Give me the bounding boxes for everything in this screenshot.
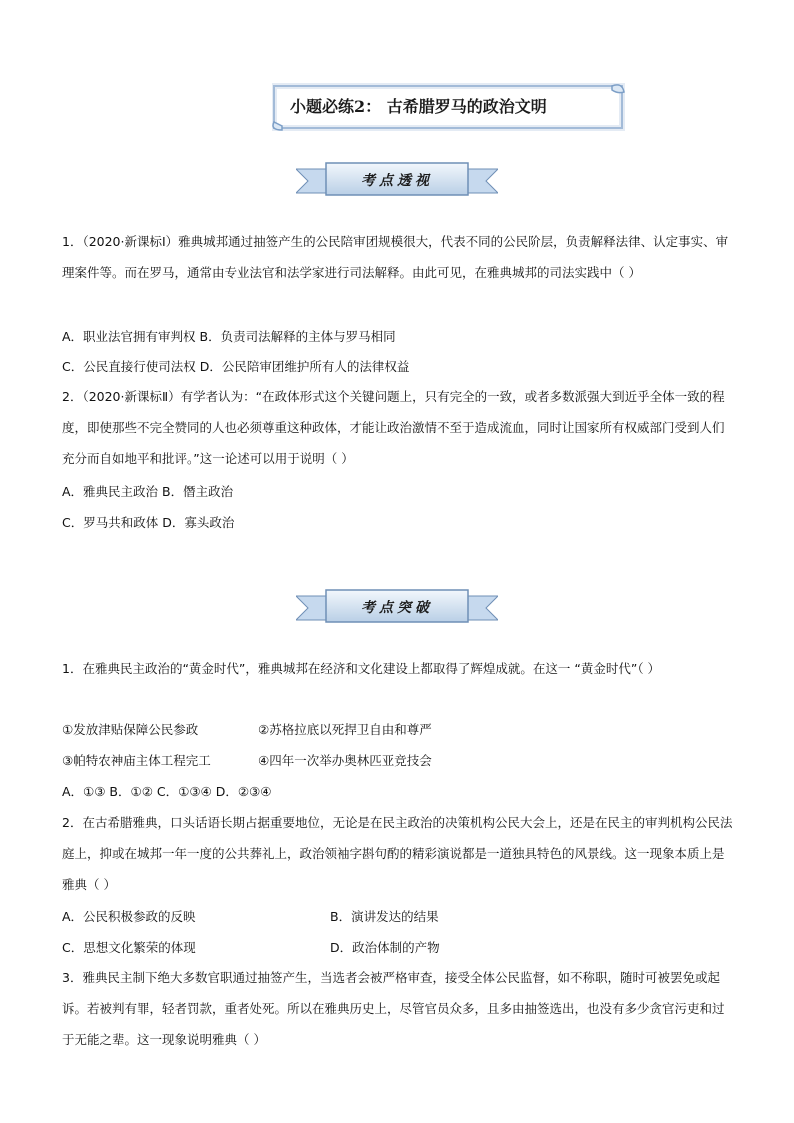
s1-q1-stem: 1．（2020·新课标Ⅰ）雅典城邦通过抽签产生的公民陪审团规模很大，代表不同的公民阶层，负责解释法律、认定事实、审理案件等。而在罗马，通常由专业法官和法学家进行司法解释。由此可见，在雅典城邦的司法实践中（ ）	[62, 234, 729, 280]
s1-q2-stem: 2．（2020·新课标Ⅱ）有学者认为：“在政体形式这个关键问题上，只有完全的一致，或者多数派强大到近乎全体一致的程度，即使那些不完全赞同的人也必须尊重这种政体，才能让政治激情不至于造成流血，同时让国家所有权威部门受到人们充分而自如地平和批评。”这一论述可以用于说明（ ）	[62, 389, 725, 466]
s2-q1-item-4: ④四年一次举办奥林匹亚竞技会	[258, 753, 432, 768]
s2-q1-item-1: ①发放津贴保障公民参政	[62, 722, 199, 737]
s2-q1-item-2: ②苏格拉底以死捍卫自由和尊严	[258, 722, 432, 737]
s2-q2-option-b: B．演讲发达的结果	[330, 909, 439, 924]
section-ribbon-1	[296, 161, 498, 199]
s2-q2-option-d: D．政治体制的产物	[330, 940, 440, 955]
s2-q1-options: A．①③ B．①② C．①③④ D．②③④	[62, 784, 272, 799]
s2-q2-option-a: A．公民积极参政的反映	[62, 909, 196, 924]
s2-q2-option-c: C．思想文化繁荣的体现	[62, 940, 196, 955]
ribbon-label: 考点透视	[361, 173, 433, 189]
s1-q1-options-row2: C．公民直接行使司法权 D．公民陪审团维护所有人的法律权益	[62, 359, 410, 374]
ribbon-label: 考点突破	[361, 600, 433, 616]
page-title: 小题必练2： 古希腊罗马的政治文明	[290, 97, 547, 116]
title-banner	[272, 82, 626, 132]
section-ribbon-2	[296, 588, 498, 626]
s1-q2-options-row1: A．雅典民主政治 B．僭主政治	[62, 484, 234, 499]
s2-q2-stem: 2．在古希腊雅典，口头话语长期占据重要地位，无论是在民主政治的决策机构公民大会上，还是在民主的审判机构公民法庭上，抑或在城邦一年一度的公共葬礼上，政治领袖字斟句酌的精彩演说都是一道独具特色的风景线。这一现象本质上是雅典（ ）	[62, 815, 733, 892]
s1-q2-options-row2: C．罗马共和政体 D．寡头政治	[62, 515, 235, 530]
s2-q1-stem: 1．在雅典民主政治的“黄金时代”，雅典城邦在经济和文化建设上都取得了辉煌成就。在这一 “黄金时代”（ ）	[62, 661, 661, 676]
s2-q3-stem: 3．雅典民主制下绝大多数官职通过抽签产生，当选者会被严格审查，接受全体公民监督，如不称职，随时可被罢免或起诉。若被判有罪，轻者罚款，重者处死。所以在雅典历史上，尽管官员众多，且多由抽签选出，也没有多少贪官污吏和过于无能之辈。这一现象说明雅典（ ）	[62, 970, 725, 1047]
s2-q1-item-3: ③帕特农神庙主体工程完工	[62, 753, 211, 768]
s1-q1-options-row1: A．职业法官拥有审判权 B．负责司法解释的主体与罗马相同	[62, 329, 396, 344]
